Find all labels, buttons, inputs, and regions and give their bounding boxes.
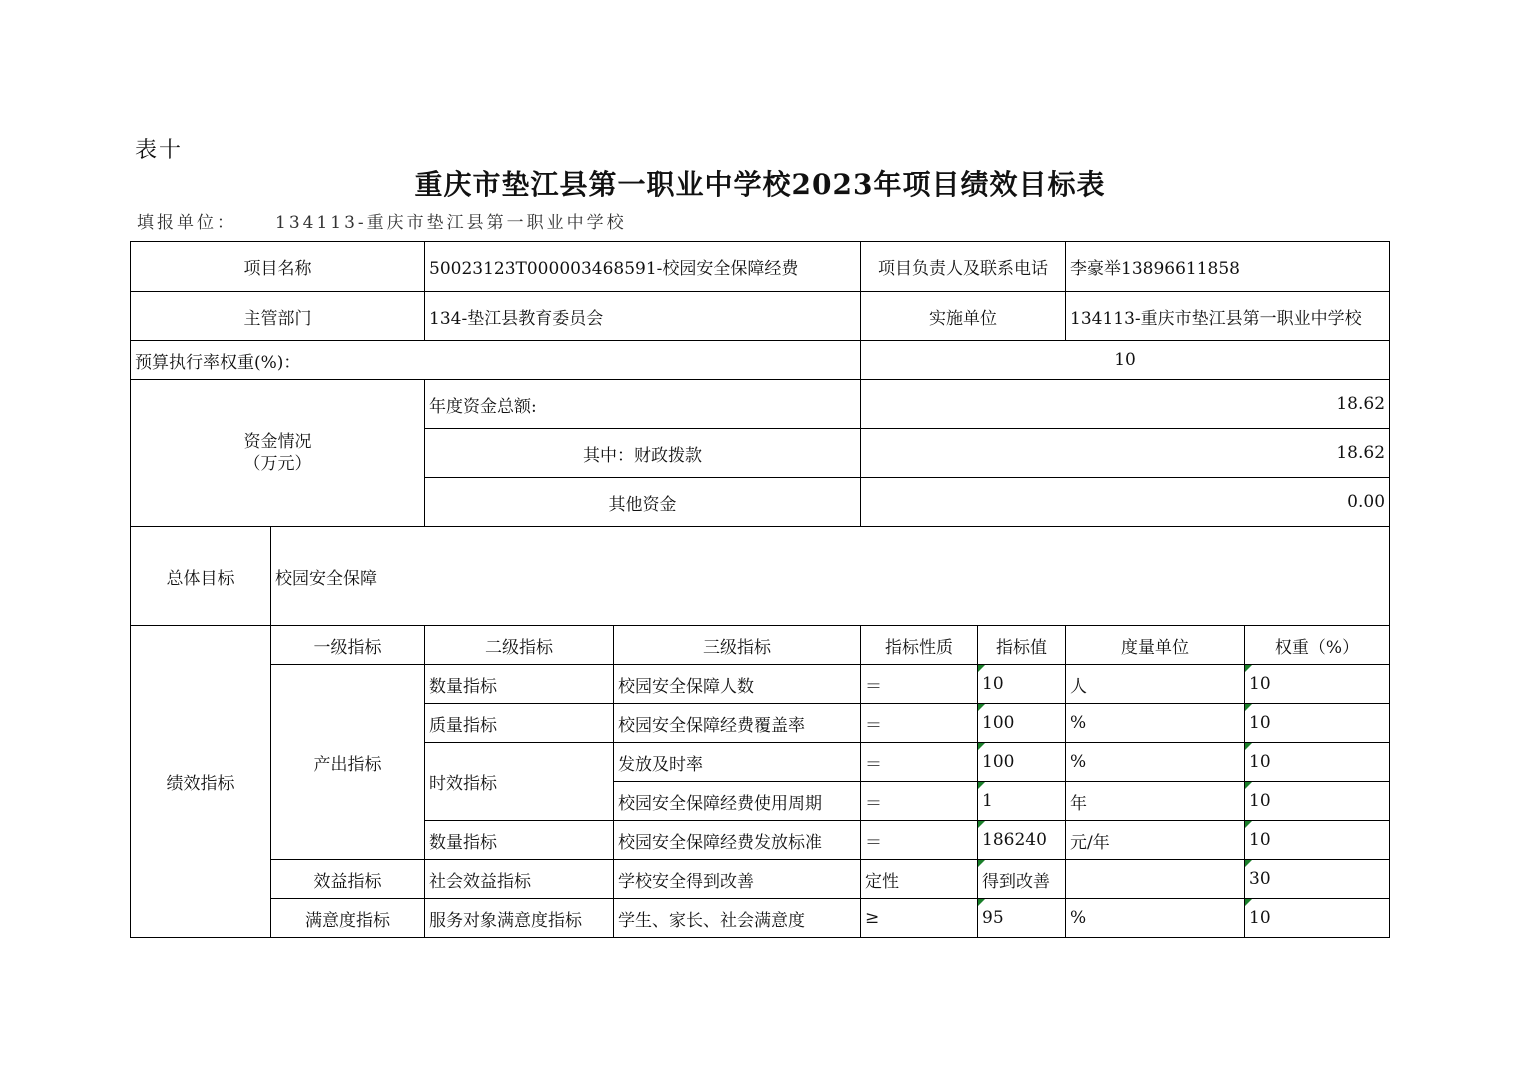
funds-fiscal-value: 18.62: [861, 429, 1390, 478]
indicator-row: [131, 665, 1390, 704]
indicator-unit: %: [1066, 704, 1245, 743]
indicator-nature: ＝: [861, 743, 978, 782]
indicator-value: 100: [978, 704, 1066, 743]
indicator-value: 186240: [978, 821, 1066, 860]
indicator-nature: ＝: [861, 821, 978, 860]
level2-indicator: 质量指标: [425, 704, 614, 743]
indicator-weight: 10: [1245, 821, 1390, 860]
project-name-value: 50023123T000003468591-校园安全保障经费: [425, 242, 861, 292]
level2-indicator: 时效指标: [425, 743, 614, 821]
header-level2: 二级指标: [425, 626, 614, 665]
project-name-row: [131, 242, 1390, 292]
indicator-nature: ＝: [861, 665, 978, 704]
indicator-row: [131, 860, 1390, 899]
indicator-value: 100: [978, 743, 1066, 782]
indicator-unit: 人: [1066, 665, 1245, 704]
level2-indicator: 社会效益指标: [425, 860, 614, 899]
indicator-value: 95: [978, 899, 1066, 938]
level3-indicator: 学校安全得到改善: [614, 860, 861, 899]
header-level1: 一级指标: [271, 626, 425, 665]
budget-weight-value: 10: [861, 341, 1390, 380]
overall-goal-row: [131, 527, 1390, 626]
level2-indicator: 服务对象满意度指标: [425, 899, 614, 938]
satisfaction-indicator-label: 满意度指标: [271, 899, 425, 938]
funds-other-value: 0.00: [861, 478, 1390, 527]
indicator-nature: ＝: [861, 704, 978, 743]
indicator-row: [131, 899, 1390, 938]
level2-indicator: 数量指标: [425, 665, 614, 704]
indicator-value: 得到改善: [978, 860, 1066, 899]
indicator-unit: [1066, 860, 1245, 899]
indicator-weight: 10: [1245, 899, 1390, 938]
implementing-unit-value: 134113-重庆市垫江县第一职业中学校: [1066, 292, 1390, 341]
indicator-weight: 10: [1245, 665, 1390, 704]
funds-total-label: 年度资金总额:: [425, 380, 861, 429]
budget-weight-row: [131, 341, 1390, 380]
overall-goal-label: 总体目标: [131, 527, 271, 626]
indicator-unit: 元/年: [1066, 821, 1245, 860]
performance-target-table: [130, 241, 1390, 938]
level3-indicator: 学生、家长、社会满意度: [614, 899, 861, 938]
level2-indicator: 数量指标: [425, 821, 614, 860]
indicator-unit: 年: [1066, 782, 1245, 821]
funds-label-line1: 资金情况: [243, 432, 312, 452]
overall-goal-value: 校园安全保障: [271, 527, 1390, 626]
performance-indicator-label: 绩效指标: [131, 626, 271, 938]
funds-total-value: 18.62: [861, 380, 1390, 429]
level3-indicator: 发放及时率: [614, 743, 861, 782]
indicator-value: 10: [978, 665, 1066, 704]
funds-label-line2: （万元）: [243, 454, 312, 474]
department-row: [131, 292, 1390, 341]
indicator-weight: 10: [1245, 782, 1390, 821]
department-value: 134-垫江县教育委员会: [425, 292, 861, 341]
project-leader-label: 项目负责人及联系电话: [861, 242, 1066, 292]
reporting-unit: [137, 208, 627, 233]
project-name-label: 项目名称: [131, 242, 425, 292]
header-value: 指标值: [978, 626, 1066, 665]
level3-indicator: 校园安全保障经费覆盖率: [614, 704, 861, 743]
department-label: 主管部门: [131, 292, 425, 341]
header-level3: 三级指标: [614, 626, 861, 665]
indicator-weight: 30: [1245, 860, 1390, 899]
indicator-unit: %: [1066, 899, 1245, 938]
level3-indicator: 校园安全保障经费使用周期: [614, 782, 861, 821]
implementing-unit-label: 实施单位: [861, 292, 1066, 341]
indicator-weight: 10: [1245, 743, 1390, 782]
indicator-nature: ＝: [861, 782, 978, 821]
output-indicator-label: 产出指标: [271, 665, 425, 860]
funds-fiscal-label: 其中：财政拨款: [425, 429, 861, 478]
indicator-nature: 定性: [861, 860, 978, 899]
budget-weight-label: 预算执行率权重(%)：: [131, 341, 861, 380]
project-leader-value: 李豪举13896611858: [1066, 242, 1390, 292]
reporting-unit-value: 134113-重庆市垫江县第一职业中学校: [275, 213, 627, 233]
indicator-value: 1: [978, 782, 1066, 821]
header-unit: 度量单位: [1066, 626, 1245, 665]
header-weight: 权重（%）: [1245, 626, 1390, 665]
indicator-nature: ≥: [861, 899, 978, 938]
level3-indicator: 校园安全保障人数: [614, 665, 861, 704]
funds-label: [131, 380, 425, 527]
page-title: 重庆市垫江县第一职业中学校2023年项目绩效目标表: [414, 168, 1106, 201]
indicator-unit: %: [1066, 743, 1245, 782]
table-number: 表十: [135, 138, 184, 163]
indicator-weight: 10: [1245, 704, 1390, 743]
header-nature: 指标性质: [861, 626, 978, 665]
funds-other-label: 其他资金: [425, 478, 861, 527]
benefit-indicator-label: 效益指标: [271, 860, 425, 899]
indicator-header-row: [131, 626, 1390, 665]
reporting-unit-label: 填报单位：: [137, 213, 237, 233]
level3-indicator: 校园安全保障经费发放标准: [614, 821, 861, 860]
funds-total-row: [131, 380, 1390, 429]
